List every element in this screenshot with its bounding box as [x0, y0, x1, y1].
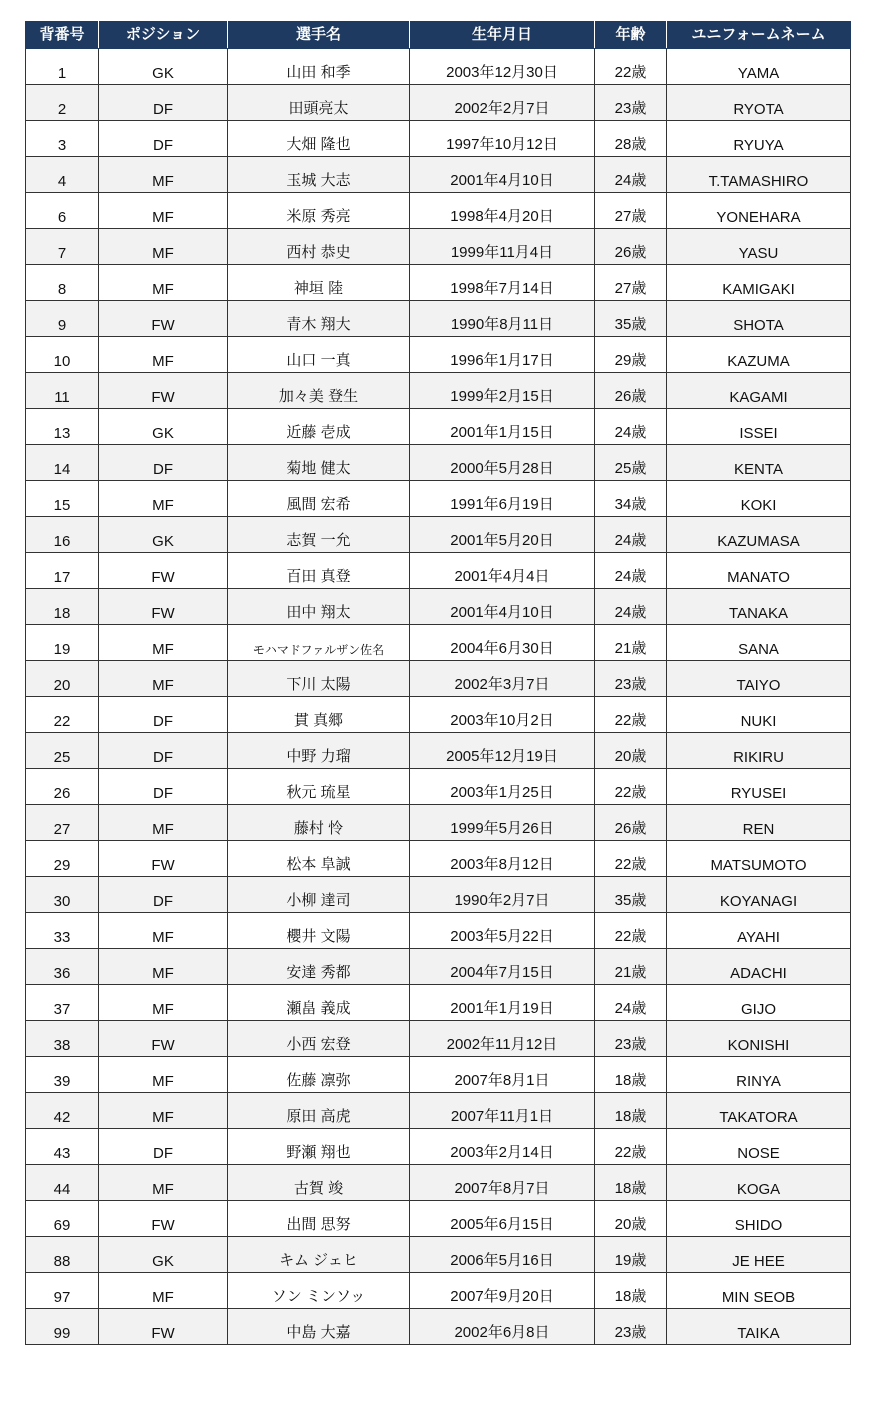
cell-uniform-name: T.TAMASHIRO: [667, 157, 851, 193]
cell-player-name: 小西 宏登: [228, 1021, 410, 1057]
table-row: [26, 1021, 851, 1057]
cell-birthdate: 1998年4月20日: [410, 193, 595, 229]
cell-position: GK: [99, 49, 228, 85]
cell-age: 35歳: [595, 301, 667, 337]
cell-birthdate: 1999年11月4日: [410, 229, 595, 265]
table-row: [26, 265, 851, 301]
cell-number: 36: [26, 949, 99, 985]
cell-birthdate: 2003年5月22日: [410, 913, 595, 949]
cell-age: 26歳: [595, 373, 667, 409]
cell-number: 39: [26, 1057, 99, 1093]
cell-number: 22: [26, 697, 99, 733]
cell-number: 37: [26, 985, 99, 1021]
cell-birthdate: 2003年1月25日: [410, 769, 595, 805]
cell-age: 35歳: [595, 877, 667, 913]
cell-number: 99: [26, 1309, 99, 1345]
cell-player-name: 櫻井 文陽: [228, 913, 410, 949]
cell-age: 23歳: [595, 661, 667, 697]
cell-number: 29: [26, 841, 99, 877]
cell-number: 1: [26, 49, 99, 85]
cell-number: 25: [26, 733, 99, 769]
table-row: [26, 1057, 851, 1093]
cell-age: 22歳: [595, 697, 667, 733]
cell-position: DF: [99, 1129, 228, 1165]
cell-position: DF: [99, 85, 228, 121]
cell-age: 22歳: [595, 1129, 667, 1165]
cell-player-name: 小柳 達司: [228, 877, 410, 913]
table-row: [26, 301, 851, 337]
cell-position: MF: [99, 805, 228, 841]
cell-position: GK: [99, 409, 228, 445]
cell-birthdate: 1998年7月14日: [410, 265, 595, 301]
cell-position: MF: [99, 1057, 228, 1093]
cell-birthdate: 1997年10月12日: [410, 121, 595, 157]
cell-position: MF: [99, 1273, 228, 1309]
table-row: [26, 445, 851, 481]
cell-birthdate: 1999年5月26日: [410, 805, 595, 841]
cell-position: MF: [99, 265, 228, 301]
cell-player-name: 百田 真登: [228, 553, 410, 589]
cell-number: 7: [26, 229, 99, 265]
cell-birthdate: 2002年2月7日: [410, 85, 595, 121]
cell-position: FW: [99, 841, 228, 877]
cell-age: 23歳: [595, 85, 667, 121]
cell-number: 17: [26, 553, 99, 589]
cell-number: 2: [26, 85, 99, 121]
cell-number: 26: [26, 769, 99, 805]
table-row: [26, 1093, 851, 1129]
table-row: [26, 661, 851, 697]
header-number: 背番号: [26, 22, 99, 49]
cell-number: 30: [26, 877, 99, 913]
table-row: [26, 805, 851, 841]
cell-uniform-name: MANATO: [667, 553, 851, 589]
header-birthdate: 生年月日: [410, 22, 595, 49]
cell-birthdate: 1990年8月11日: [410, 301, 595, 337]
cell-number: 3: [26, 121, 99, 157]
cell-number: 6: [26, 193, 99, 229]
cell-number: 43: [26, 1129, 99, 1165]
cell-number: 33: [26, 913, 99, 949]
cell-player-name: 秋元 琉星: [228, 769, 410, 805]
cell-age: 26歳: [595, 805, 667, 841]
cell-number: 88: [26, 1237, 99, 1273]
cell-uniform-name: RYUYA: [667, 121, 851, 157]
cell-number: 69: [26, 1201, 99, 1237]
table-row: [26, 373, 851, 409]
cell-birthdate: 2006年5月16日: [410, 1237, 595, 1273]
cell-player-name: 古賀 竣: [228, 1165, 410, 1201]
header-uniform-name: ユニフォームネーム: [667, 22, 851, 49]
cell-player-name: 大畑 隆也: [228, 121, 410, 157]
table-row: [26, 193, 851, 229]
cell-player-name: 佐藤 凛弥: [228, 1057, 410, 1093]
cell-birthdate: 2003年2月14日: [410, 1129, 595, 1165]
cell-age: 25歳: [595, 445, 667, 481]
cell-age: 22歳: [595, 769, 667, 805]
cell-age: 27歳: [595, 193, 667, 229]
table-row: [26, 85, 851, 121]
header-position: ポジション: [99, 22, 228, 49]
cell-player-name: 田頭亮太: [228, 85, 410, 121]
cell-age: 23歳: [595, 1309, 667, 1345]
cell-player-name: 近藤 壱成: [228, 409, 410, 445]
table-row: [26, 589, 851, 625]
cell-number: 14: [26, 445, 99, 481]
cell-player-name: 中島 大嘉: [228, 1309, 410, 1345]
cell-player-name: 米原 秀亮: [228, 193, 410, 229]
table-row: [26, 517, 851, 553]
cell-uniform-name: SHIDO: [667, 1201, 851, 1237]
cell-uniform-name: RYOTA: [667, 85, 851, 121]
cell-age: 24歳: [595, 409, 667, 445]
cell-age: 24歳: [595, 517, 667, 553]
table-row: [26, 1201, 851, 1237]
table-row: [26, 229, 851, 265]
cell-position: MF: [99, 229, 228, 265]
cell-birthdate: 2002年6月8日: [410, 1309, 595, 1345]
cell-player-name: 加々美 登生: [228, 373, 410, 409]
cell-player-name: ソン ミンソッ: [228, 1273, 410, 1309]
cell-age: 19歳: [595, 1237, 667, 1273]
cell-uniform-name: MIN SEOB: [667, 1273, 851, 1309]
table-row: [26, 841, 851, 877]
cell-position: MF: [99, 1165, 228, 1201]
cell-birthdate: 2003年12月30日: [410, 49, 595, 85]
table-row: [26, 157, 851, 193]
cell-player-name: 風間 宏希: [228, 481, 410, 517]
cell-position: FW: [99, 1201, 228, 1237]
cell-uniform-name: RYUSEI: [667, 769, 851, 805]
cell-birthdate: 2002年11月12日: [410, 1021, 595, 1057]
cell-player-name: 原田 高虎: [228, 1093, 410, 1129]
cell-position: DF: [99, 877, 228, 913]
table-row: [26, 553, 851, 589]
cell-age: 22歳: [595, 49, 667, 85]
table-row: [26, 1129, 851, 1165]
table-row: [26, 949, 851, 985]
cell-number: 19: [26, 625, 99, 661]
cell-birthdate: 2001年4月10日: [410, 589, 595, 625]
cell-player-name: 青木 翔大: [228, 301, 410, 337]
table-row: [26, 1309, 851, 1345]
cell-uniform-name: KOGA: [667, 1165, 851, 1201]
cell-uniform-name: KAZUMASA: [667, 517, 851, 553]
cell-uniform-name: SANA: [667, 625, 851, 661]
cell-position: MF: [99, 193, 228, 229]
header-age: 年齢: [595, 22, 667, 49]
cell-number: 18: [26, 589, 99, 625]
cell-birthdate: 1999年2月15日: [410, 373, 595, 409]
cell-player-name: 安達 秀都: [228, 949, 410, 985]
cell-uniform-name: KENTA: [667, 445, 851, 481]
cell-birthdate: 2005年6月15日: [410, 1201, 595, 1237]
cell-player-name: キム ジェヒ: [228, 1237, 410, 1273]
table-row: [26, 121, 851, 157]
cell-number: 20: [26, 661, 99, 697]
cell-age: 20歳: [595, 733, 667, 769]
table-body: [26, 49, 851, 1345]
cell-birthdate: 2007年11月1日: [410, 1093, 595, 1129]
cell-player-name: 西村 恭史: [228, 229, 410, 265]
table-header: [26, 22, 851, 49]
cell-uniform-name: KOKI: [667, 481, 851, 517]
cell-uniform-name: JE HEE: [667, 1237, 851, 1273]
cell-player-name: 田中 翔太: [228, 589, 410, 625]
cell-uniform-name: MATSUMOTO: [667, 841, 851, 877]
cell-position: MF: [99, 157, 228, 193]
cell-uniform-name: TAKATORA: [667, 1093, 851, 1129]
cell-position: DF: [99, 445, 228, 481]
table-row: [26, 913, 851, 949]
cell-position: GK: [99, 517, 228, 553]
cell-uniform-name: ISSEI: [667, 409, 851, 445]
cell-age: 26歳: [595, 229, 667, 265]
cell-uniform-name: YONEHARA: [667, 193, 851, 229]
cell-age: 29歳: [595, 337, 667, 373]
cell-number: 44: [26, 1165, 99, 1201]
table-row: [26, 625, 851, 661]
cell-player-name: 下川 太陽: [228, 661, 410, 697]
cell-player-name: 神垣 陸: [228, 265, 410, 301]
cell-position: DF: [99, 733, 228, 769]
cell-number: 15: [26, 481, 99, 517]
cell-position: GK: [99, 1237, 228, 1273]
cell-birthdate: 1990年2月7日: [410, 877, 595, 913]
cell-birthdate: 2003年8月12日: [410, 841, 595, 877]
cell-number: 97: [26, 1273, 99, 1309]
cell-position: FW: [99, 553, 228, 589]
cell-position: MF: [99, 625, 228, 661]
cell-age: 20歳: [595, 1201, 667, 1237]
cell-uniform-name: RIKIRU: [667, 733, 851, 769]
cell-player-name: 玉城 大志: [228, 157, 410, 193]
cell-uniform-name: TAIYO: [667, 661, 851, 697]
cell-uniform-name: TANAKA: [667, 589, 851, 625]
table-row: [26, 985, 851, 1021]
cell-player-name: モハマドファルザン佐名: [228, 625, 410, 661]
cell-uniform-name: GIJO: [667, 985, 851, 1021]
cell-birthdate: 2003年10月2日: [410, 697, 595, 733]
cell-birthdate: 2000年5月28日: [410, 445, 595, 481]
cell-uniform-name: SHOTA: [667, 301, 851, 337]
cell-position: MF: [99, 337, 228, 373]
table-row: [26, 1273, 851, 1309]
cell-player-name: 山口 一真: [228, 337, 410, 373]
cell-player-name: 松本 阜誠: [228, 841, 410, 877]
cell-position: MF: [99, 949, 228, 985]
cell-age: 21歳: [595, 949, 667, 985]
cell-age: 18歳: [595, 1273, 667, 1309]
cell-player-name: 山田 和季: [228, 49, 410, 85]
cell-uniform-name: ADACHI: [667, 949, 851, 985]
cell-age: 28歳: [595, 121, 667, 157]
cell-age: 24歳: [595, 985, 667, 1021]
cell-player-name: 中野 力瑠: [228, 733, 410, 769]
cell-number: 38: [26, 1021, 99, 1057]
cell-uniform-name: KOYANAGI: [667, 877, 851, 913]
table-row: [26, 1165, 851, 1201]
cell-age: 24歳: [595, 157, 667, 193]
cell-birthdate: 2007年8月7日: [410, 1165, 595, 1201]
cell-birthdate: 2001年4月10日: [410, 157, 595, 193]
cell-number: 16: [26, 517, 99, 553]
cell-position: FW: [99, 589, 228, 625]
cell-age: 24歳: [595, 553, 667, 589]
table-row: [26, 49, 851, 85]
cell-age: 18歳: [595, 1165, 667, 1201]
cell-birthdate: 2001年5月20日: [410, 517, 595, 553]
cell-number: 9: [26, 301, 99, 337]
cell-age: 18歳: [595, 1093, 667, 1129]
header-name: 選手名: [228, 22, 410, 49]
cell-position: FW: [99, 373, 228, 409]
cell-position: MF: [99, 481, 228, 517]
cell-player-name: 瀬畠 義成: [228, 985, 410, 1021]
table-row: [26, 337, 851, 373]
cell-uniform-name: KAZUMA: [667, 337, 851, 373]
cell-birthdate: 2007年9月20日: [410, 1273, 595, 1309]
cell-position: MF: [99, 661, 228, 697]
cell-age: 34歳: [595, 481, 667, 517]
table-row: [26, 769, 851, 805]
cell-uniform-name: KAMIGAKI: [667, 265, 851, 301]
cell-uniform-name: KONISHI: [667, 1021, 851, 1057]
cell-age: 24歳: [595, 589, 667, 625]
cell-birthdate: 2001年1月15日: [410, 409, 595, 445]
cell-number: 42: [26, 1093, 99, 1129]
cell-birthdate: 1996年1月17日: [410, 337, 595, 373]
cell-number: 27: [26, 805, 99, 841]
table-row: [26, 697, 851, 733]
cell-position: FW: [99, 301, 228, 337]
cell-age: 21歳: [595, 625, 667, 661]
cell-birthdate: 2001年1月19日: [410, 985, 595, 1021]
cell-number: 11: [26, 373, 99, 409]
table-row: [26, 877, 851, 913]
cell-uniform-name: YAMA: [667, 49, 851, 85]
cell-birthdate: 2007年8月1日: [410, 1057, 595, 1093]
header-row: [26, 22, 851, 49]
cell-uniform-name: TAIKA: [667, 1309, 851, 1345]
cell-age: 22歳: [595, 841, 667, 877]
cell-age: 27歳: [595, 265, 667, 301]
cell-number: 10: [26, 337, 99, 373]
table-row: [26, 481, 851, 517]
cell-position: FW: [99, 1021, 228, 1057]
cell-uniform-name: NUKI: [667, 697, 851, 733]
cell-birthdate: 2004年6月30日: [410, 625, 595, 661]
cell-uniform-name: NOSE: [667, 1129, 851, 1165]
cell-position: MF: [99, 1093, 228, 1129]
cell-position: MF: [99, 985, 228, 1021]
cell-age: 18歳: [595, 1057, 667, 1093]
table-row: [26, 733, 851, 769]
cell-position: FW: [99, 1309, 228, 1345]
table-row: [26, 1237, 851, 1273]
cell-position: MF: [99, 913, 228, 949]
cell-position: DF: [99, 697, 228, 733]
cell-age: 23歳: [595, 1021, 667, 1057]
cell-age: 22歳: [595, 913, 667, 949]
cell-birthdate: 2001年4月4日: [410, 553, 595, 589]
cell-position: DF: [99, 769, 228, 805]
table-row: [26, 409, 851, 445]
cell-uniform-name: YASU: [667, 229, 851, 265]
cell-player-name: 志賀 一允: [228, 517, 410, 553]
cell-player-name: 野瀬 翔也: [228, 1129, 410, 1165]
cell-uniform-name: RINYA: [667, 1057, 851, 1093]
cell-number: 4: [26, 157, 99, 193]
cell-birthdate: 2004年7月15日: [410, 949, 595, 985]
cell-birthdate: 1991年6月19日: [410, 481, 595, 517]
cell-uniform-name: KAGAMI: [667, 373, 851, 409]
cell-number: 13: [26, 409, 99, 445]
cell-position: DF: [99, 121, 228, 157]
cell-player-name: 貫 真郷: [228, 697, 410, 733]
cell-number: 8: [26, 265, 99, 301]
cell-player-name: 出間 思努: [228, 1201, 410, 1237]
cell-uniform-name: AYAHI: [667, 913, 851, 949]
cell-birthdate: 2005年12月19日: [410, 733, 595, 769]
cell-uniform-name: REN: [667, 805, 851, 841]
cell-player-name: 菊地 健太: [228, 445, 410, 481]
cell-player-name: 藤村 怜: [228, 805, 410, 841]
player-roster-table: [25, 21, 851, 1345]
cell-birthdate: 2002年3月7日: [410, 661, 595, 697]
